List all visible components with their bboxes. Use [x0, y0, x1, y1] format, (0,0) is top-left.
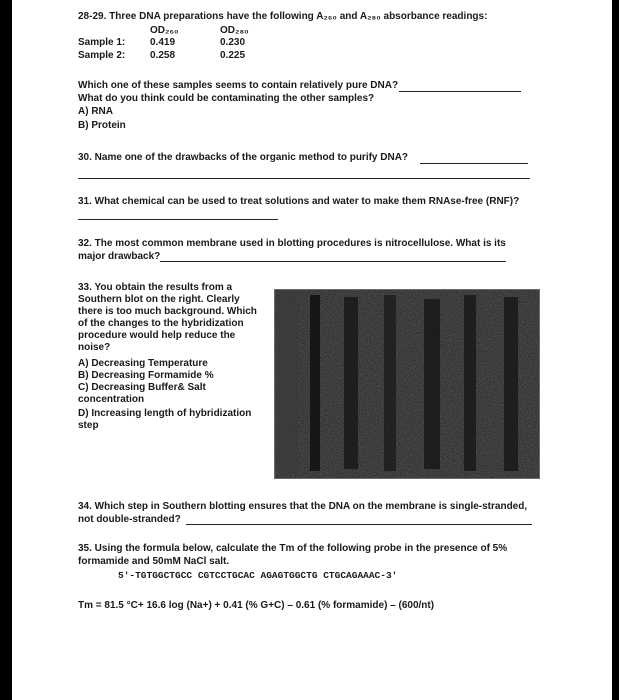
option-d-length: D) Increasing length of hybridization [78, 408, 252, 419]
option-a-rna: A) RNA [78, 106, 113, 117]
od260-header: OD₂₆₀ [150, 25, 179, 36]
question-33-line: noise? [78, 342, 111, 353]
question-34-line1: 34. Which step in Southern blotting ensures that the DNA on the membrane is single-stranded, [78, 501, 528, 512]
question-35-line2: formamide and 50mM NaCl salt. [78, 556, 230, 567]
question-33-line: there is too much background. Which [78, 306, 257, 317]
sample-2-od280: 0.225 [220, 50, 246, 61]
od280-header: OD₂₈₀ [220, 25, 249, 36]
answer-line-28 [399, 91, 521, 92]
question-32-line2: major drawback? [78, 251, 161, 262]
question-33-line: 33. You obtain the results from a [78, 282, 233, 293]
question-28-text: Which one of these samples seems to contain relatively pure DNA? [78, 80, 399, 91]
question-33-line: of the changes to the hybridization [78, 318, 244, 329]
question-29-text: What do you think could be contaminating the other samples? [78, 93, 375, 104]
question-32-line1: 32. The most common membrane used in blotting procedures is nitrocellulose. What is its [78, 238, 506, 249]
sample-2-od260: 0.258 [150, 50, 176, 61]
probe-sequence: 5'-TGTGGCTGCC CGTCCTGCAC AGAGTGGCTG CTGCAGAAAC-3' [118, 570, 398, 581]
question-31-text: 31. What chemical can be used to treat solutions and water to make them RNAse-free (RNF)? [78, 196, 520, 207]
answer-line-32 [160, 261, 506, 262]
answer-line-31 [78, 219, 278, 220]
question-30-text: 30. Name one of the drawbacks of the organic method to purify DNA? [78, 152, 409, 163]
answer-line-30 [420, 163, 528, 164]
option-b-protein: B) Protein [78, 120, 126, 131]
answer-line-30b [78, 178, 530, 179]
option-a-temperature: A) Decreasing Temperature [78, 358, 208, 369]
southern-blot-graphic [274, 289, 540, 479]
tm-formula: Tm = 81.5 °C+ 16.6 log (Na+) + 0.41 (% G+C) – 0.61 (% formamide) – (600/nt) [78, 600, 435, 611]
sample-1-label: Sample 1: [78, 37, 126, 48]
option-b-formamide: B) Decreasing Formamide % [78, 370, 214, 381]
sample-1-od260: 0.419 [150, 37, 176, 48]
option-c-buffer-cont: concentration [78, 394, 145, 405]
question-35-line1: 35. Using the formula below, calculate the Tm of the following probe in the presence of 5% [78, 543, 508, 554]
question-28-29-title: 28-29. Three DNA preparations have the following A₂₆₀ and A₂₈₀ absorbance readings: [78, 11, 488, 22]
answer-line-34 [186, 524, 532, 525]
southern-blot-image [274, 289, 540, 479]
left-dark-border [0, 0, 12, 700]
question-34-line2: not double-stranded? [78, 514, 181, 525]
option-c-buffer: C) Decreasing Buffer& Salt [78, 382, 206, 393]
sample-1-od280: 0.230 [220, 37, 246, 48]
option-d-length-cont: step [78, 420, 99, 431]
question-33-line: Southern blot on the right. Clearly [78, 294, 240, 305]
right-dark-border [612, 0, 619, 700]
question-33-line: procedure would help reduce the [78, 330, 236, 341]
sample-2-label: Sample 2: [78, 50, 126, 61]
